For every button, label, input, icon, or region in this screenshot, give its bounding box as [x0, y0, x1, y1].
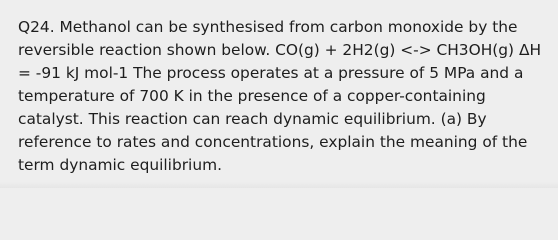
question-text: Q24. Methanol can be synthesised from carbon monoxide by the reversible reaction shown below. CO(g) + 2H2(g) <-> CH3OH(g) ΔH = -91 kJ mol-1 The process operates at a pressure of 5 MPa and a temperature of 700 K in the presence of a copper-containing catalyst. This reaction can reach dynamic equilibrium. (a) By reference to rates and concentrations, explain the meaning of the term dynamic equilibrium.: [18, 18, 542, 174]
bottom-edge: [0, 182, 558, 188]
